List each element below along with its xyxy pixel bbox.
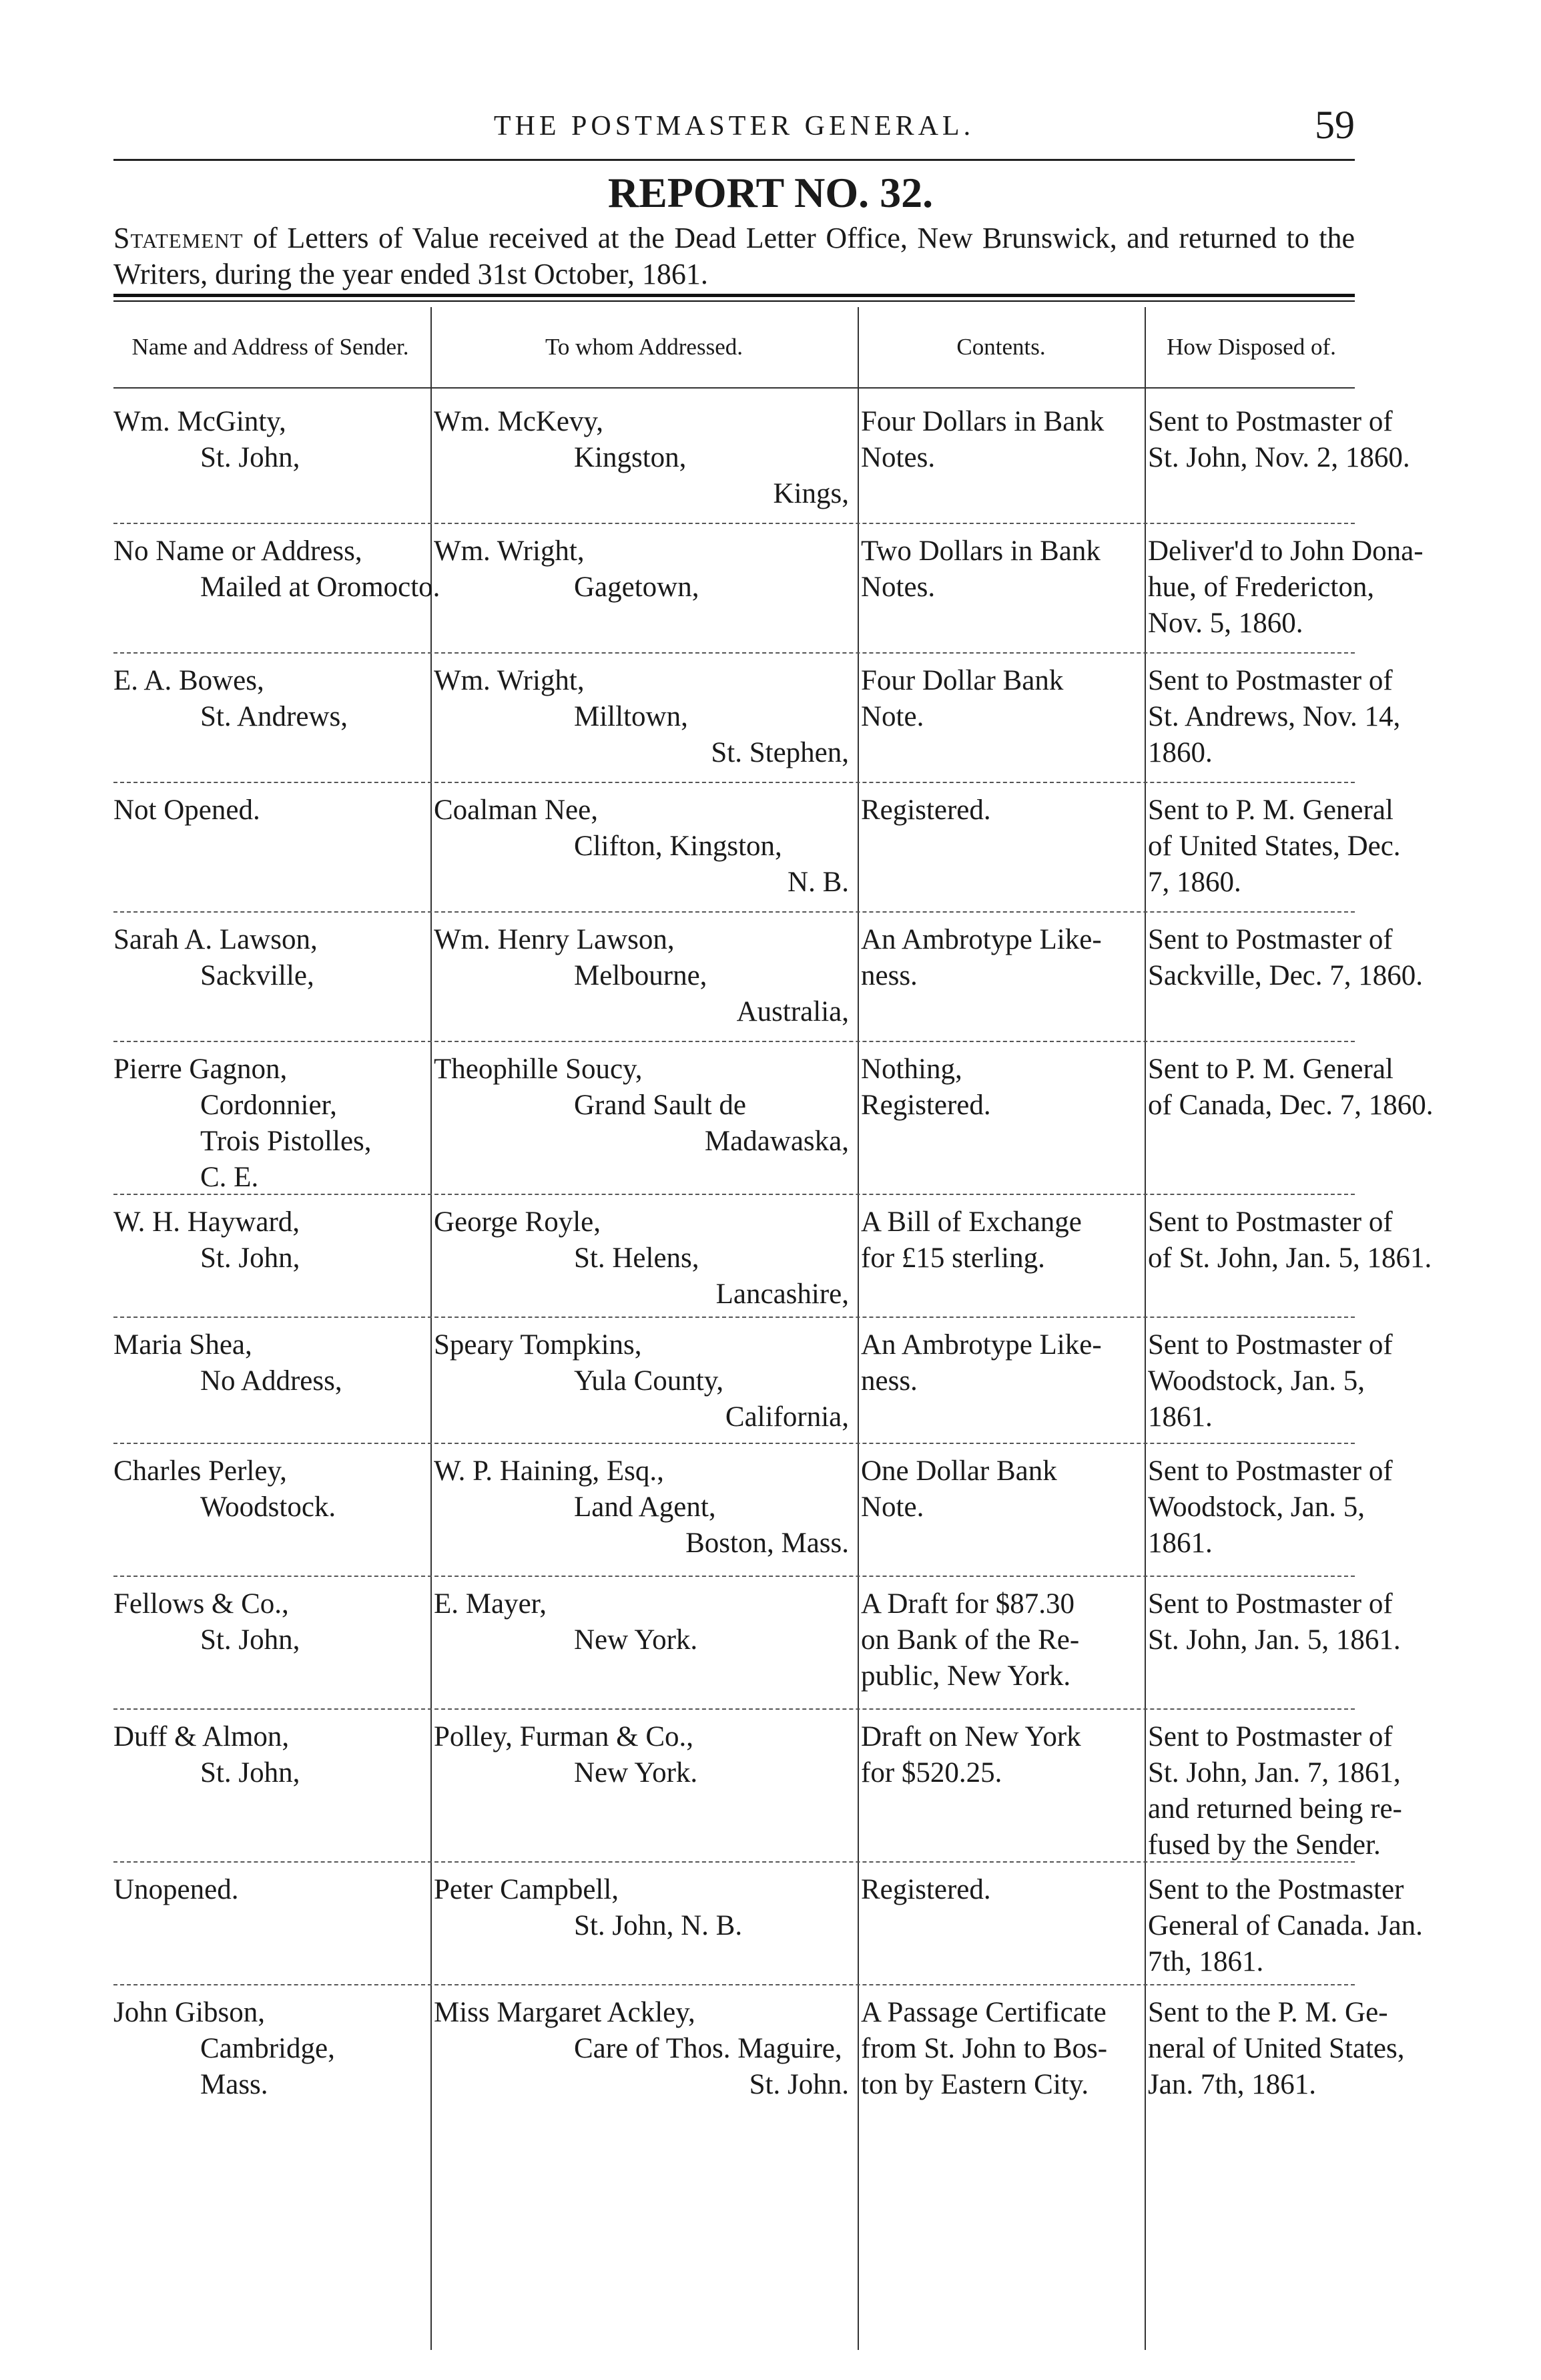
table-row: [113, 922, 1423, 1042]
header-contents: Contents.: [956, 334, 1046, 360]
table-row: [113, 1872, 1423, 1985]
cell-line: Nov. 5, 1860.: [1148, 608, 1303, 639]
contents-cell: [861, 1051, 1141, 1124]
cell-line: Peter Campbell,: [434, 1874, 619, 1905]
cell-line: Sent to Postmaster of: [1148, 1206, 1393, 1238]
cell-line: Fellows & Co.,: [113, 1588, 289, 1620]
cell-line: for $520.25.: [861, 1757, 1002, 1789]
cell-line: Trois Pistolles,: [200, 1126, 372, 1157]
cell-line: Four Dollars in Bank: [861, 406, 1105, 437]
cell-line: E. A. Bowes,: [113, 665, 264, 696]
cell-line: Sent to P. M. General: [1148, 1053, 1394, 1085]
cell-line: One Dollar Bank: [861, 1455, 1057, 1487]
cell-line: Grand Sault de: [574, 1090, 746, 1121]
sender-cell: [113, 1995, 427, 2103]
cell-line: Sackville,: [200, 960, 314, 991]
page-number: 59: [1315, 103, 1355, 147]
addressee-cell: [434, 1872, 854, 1944]
disposal-cell: [1148, 922, 1423, 994]
header-sender: Name and Address of Sender.: [131, 334, 409, 360]
addressee-cell: [434, 922, 854, 1030]
disposal-cell: [1148, 1872, 1423, 1980]
cell-line: Notes.: [861, 442, 936, 473]
cell-line: Sent to Postmaster of: [1148, 1329, 1393, 1361]
table-row: [113, 663, 1401, 783]
row-divider: [113, 652, 1355, 654]
cell-line: Notes.: [861, 571, 936, 603]
cell-line: Charles Perley,: [113, 1455, 287, 1487]
cell-line: Melbourne,: [574, 960, 707, 991]
table-row: [113, 533, 1424, 654]
cell-line: Wm. Henry Lawson,: [434, 924, 675, 955]
cell-line: Nothing,: [861, 1053, 962, 1085]
disposal-cell: [1148, 663, 1401, 771]
disposal-cell: [1148, 533, 1424, 642]
contents-cell: [861, 1872, 1141, 1908]
double-rule-top: [113, 294, 1355, 297]
cell-line: Note.: [861, 701, 924, 732]
cell-line: St. John,: [200, 1242, 300, 1274]
cell-line: Sent to Postmaster of: [1148, 665, 1393, 696]
cell-line: N. B.: [788, 867, 849, 898]
table-row: [113, 1586, 1401, 1710]
contents-cell: [861, 1719, 1141, 1791]
cell-line: Four Dollar Bank: [861, 665, 1064, 696]
cell-line: Mailed at Oromocto.: [200, 571, 440, 603]
row-divider: [113, 911, 1355, 913]
cell-line: Land Agent,: [574, 1491, 716, 1523]
cell-line: Sent to Postmaster of: [1148, 406, 1393, 437]
cell-line: of United States, Dec.: [1148, 830, 1401, 862]
disposal-cell: [1148, 1586, 1401, 1658]
cell-line: St. John, Nov. 2, 1860.: [1148, 442, 1410, 473]
cell-line: St. Stephen,: [711, 737, 849, 768]
cell-line: Woodstock, Jan. 5,: [1148, 1365, 1365, 1397]
cell-line: An Ambrotype Like-: [861, 924, 1102, 955]
cell-line: Wm. Wright,: [434, 665, 585, 696]
cell-line: Yula County,: [574, 1365, 724, 1397]
cell-line: Care of Thos. Maguire,: [574, 2033, 842, 2064]
cell-line: Woodstock, Jan. 5,: [1148, 1491, 1365, 1523]
report-title: REPORT NO. 32.: [607, 169, 934, 216]
row-divider: [113, 1443, 1355, 1444]
cell-line: St. John, Jan. 5, 1861.: [1148, 1624, 1401, 1656]
cell-line: St. John, N. B.: [574, 1910, 743, 1941]
cell-line: W. H. Hayward,: [113, 1206, 300, 1238]
row-divider: [113, 523, 1355, 524]
cell-line: California,: [725, 1401, 849, 1433]
sender-cell: [113, 533, 440, 606]
cell-line: Unopened.: [113, 1874, 239, 1905]
cell-line: ton by Eastern City.: [861, 2069, 1089, 2100]
sender-cell: [113, 922, 427, 994]
cell-line: St. John,: [200, 1624, 300, 1656]
cell-line: Kingston,: [574, 442, 687, 473]
contents-cell: [861, 1995, 1141, 2103]
cell-line: Jan. 7th, 1861.: [1148, 2069, 1317, 2100]
disposal-cell: [1148, 404, 1410, 476]
cell-line: Wm. McGinty,: [113, 406, 286, 437]
header-disposal: How Disposed of.: [1167, 334, 1336, 360]
cell-line: Speary Tompkins,: [434, 1329, 642, 1361]
cell-line: Mass.: [200, 2069, 268, 2100]
row-divider: [113, 1194, 1355, 1195]
cell-line: 7, 1860.: [1148, 867, 1241, 898]
cell-line: General of Canada. Jan.: [1148, 1910, 1423, 1941]
cell-line: Duff & Almon,: [113, 1721, 290, 1752]
contents-cell: [861, 1204, 1141, 1276]
contents-cell: [861, 1327, 1141, 1399]
cell-line: Wm. Wright,: [434, 535, 585, 567]
cell-line: Gagetown,: [574, 571, 699, 603]
running-title: THE POSTMASTER GENERAL.: [493, 111, 975, 142]
cell-line: ness.: [861, 1365, 918, 1397]
addressee-cell: [434, 533, 854, 606]
cell-line: A Passage Certificate: [861, 1997, 1107, 2028]
cell-line: Coalman Nee,: [434, 794, 598, 826]
sender-cell: [113, 1051, 427, 1196]
row-divider: [113, 1861, 1355, 1863]
cell-line: Woodstock.: [200, 1491, 336, 1523]
cell-line: St. John.: [749, 2069, 849, 2100]
cell-line: Maria Shea,: [113, 1329, 252, 1361]
cell-line: Miss Margaret Ackley,: [434, 1997, 695, 2028]
sender-cell: [113, 1872, 427, 1908]
table-row: [113, 1327, 1393, 1444]
table-row: [113, 1995, 1405, 2100]
cell-line: George Royle,: [434, 1206, 601, 1238]
contents-cell: [861, 533, 1141, 606]
table-header: [113, 314, 1355, 381]
cell-line: W. P. Haining, Esq.,: [434, 1455, 664, 1487]
cell-line: Not Opened.: [113, 794, 260, 826]
cell-line: St. John, Jan. 7, 1861,: [1148, 1757, 1401, 1789]
cell-line: Sent to Postmaster of: [1148, 1455, 1393, 1487]
addressee-cell: [434, 1327, 854, 1435]
disposal-cell: [1148, 1995, 1405, 2103]
cell-line: An Ambrotype Like-: [861, 1329, 1102, 1361]
cell-line: St. John,: [200, 1757, 300, 1789]
addressee-cell: [434, 1995, 854, 2103]
cell-line: Registered.: [861, 1090, 991, 1121]
cell-line: Pierre Gagnon,: [113, 1053, 288, 1085]
statement-paragraph: [113, 220, 1355, 292]
sender-cell: [113, 1586, 427, 1658]
sender-cell: [113, 1204, 427, 1276]
sender-cell: [113, 663, 427, 735]
addressee-cell: [434, 792, 854, 901]
cell-line: St. John,: [200, 442, 300, 473]
cell-line: Deliver'd to John Dona-: [1148, 535, 1424, 567]
cell-line: Australia,: [736, 996, 849, 1027]
cell-line: Sent to the P. M. Ge-: [1148, 1997, 1388, 2028]
cell-line: Two Dollars in Bank: [861, 535, 1101, 567]
cell-line: Sarah A. Lawson,: [113, 924, 318, 955]
statement-lead: Statement: [113, 222, 244, 254]
table-row: [113, 404, 1410, 524]
table-row: [113, 1051, 1434, 1195]
cell-line: on Bank of the Re-: [861, 1624, 1080, 1656]
cell-line: Kings,: [773, 478, 849, 509]
cell-line: Theophille Soucy,: [434, 1053, 643, 1085]
cell-line: 1861.: [1148, 1527, 1213, 1559]
row-divider: [113, 782, 1355, 783]
cell-line: Registered.: [861, 794, 991, 826]
cell-line: from St. John to Bos-: [861, 2033, 1108, 2064]
cell-line: Sent to Postmaster of: [1148, 1721, 1393, 1752]
cell-line: fused by the Sender.: [1148, 1829, 1381, 1861]
cell-line: and returned being re-: [1148, 1793, 1402, 1825]
table-row: [113, 1719, 1402, 1863]
row-divider: [113, 1317, 1355, 1318]
disposal-cell: [1148, 1453, 1393, 1562]
cell-line: A Bill of Exchange: [861, 1206, 1082, 1238]
table-body: [113, 404, 1434, 2100]
cell-line: Sackville, Dec. 7, 1860.: [1148, 960, 1423, 991]
cell-line: Sent to the Postmaster: [1148, 1874, 1404, 1905]
cell-line: St. Helens,: [574, 1242, 699, 1274]
header-rule-line: [113, 387, 1355, 389]
cell-line: 7th, 1861.: [1148, 1946, 1264, 1977]
table-row: [113, 1453, 1393, 1577]
cell-line: New York.: [574, 1757, 698, 1789]
contents-cell: [861, 792, 1141, 828]
cell-line: Milltown,: [574, 701, 688, 732]
row-divider: [113, 1708, 1355, 1710]
disposal-cell: [1148, 1204, 1432, 1276]
disposal-cell: [1148, 1327, 1393, 1435]
disposal-cell: [1148, 1719, 1402, 1863]
sender-cell: [113, 792, 427, 828]
statement-text: of Letters of Value received at the Dead Letter Office, New Brunswick, and returned to the Writers, during the year ended 31st October, 1861.: [113, 222, 1355, 290]
cell-line: Wm. McKevy,: [434, 406, 603, 437]
double-rule-bottom: [113, 300, 1355, 302]
contents-cell: [861, 404, 1141, 476]
row-divider: [113, 1984, 1355, 1985]
cell-line: Boston, Mass.: [685, 1527, 849, 1559]
cell-line: ness.: [861, 960, 918, 991]
addressee-cell: [434, 404, 854, 512]
table-row: [113, 792, 1401, 913]
cell-line: No Address,: [200, 1365, 342, 1397]
cell-line: hue, of Fredericton,: [1148, 571, 1375, 603]
cell-line: Sent to Postmaster of: [1148, 1588, 1393, 1620]
cell-line: 1860.: [1148, 737, 1213, 768]
cell-line: No Name or Address,: [113, 535, 362, 567]
disposal-cell: [1148, 1051, 1434, 1124]
row-divider: [113, 1576, 1355, 1577]
contents-cell: [861, 922, 1141, 994]
contents-cell: [861, 1453, 1141, 1525]
cell-line: Sent to Postmaster of: [1148, 924, 1393, 955]
cell-line: Cambridge,: [200, 2033, 335, 2064]
addressee-cell: [434, 1719, 854, 1791]
addressee-cell: [434, 663, 854, 771]
cell-line: Polley, Furman & Co.,: [434, 1721, 693, 1752]
header-addressee: To whom Addressed.: [545, 334, 743, 360]
cell-line: Clifton, Kingston,: [574, 830, 782, 862]
contents-cell: [861, 663, 1141, 735]
contents-cell: [861, 1586, 1141, 1694]
addressee-cell: [434, 1051, 854, 1160]
sender-cell: [113, 1453, 427, 1525]
cell-line: Lancashire,: [715, 1278, 849, 1310]
cell-line: Draft on New York: [861, 1721, 1081, 1752]
cell-line: C. E.: [200, 1162, 259, 1193]
sender-cell: [113, 1327, 427, 1399]
cell-line: for £15 sterling.: [861, 1242, 1045, 1274]
cell-line: of Canada, Dec. 7, 1860.: [1148, 1090, 1434, 1121]
cell-line: A Draft for $87.30: [861, 1588, 1075, 1620]
running-head: [113, 103, 1355, 157]
header-rule: [113, 159, 1355, 161]
cell-line: Madawaska,: [704, 1126, 849, 1157]
cell-line: Cordonnier,: [200, 1090, 337, 1121]
addressee-cell: [434, 1204, 854, 1313]
addressee-cell: [434, 1453, 854, 1562]
sender-cell: [113, 404, 427, 476]
cell-line: E. Mayer,: [434, 1588, 547, 1620]
cell-line: St. Andrews, Nov. 14,: [1148, 701, 1401, 732]
disposal-cell: [1148, 792, 1401, 901]
cell-line: Registered.: [861, 1874, 991, 1905]
cell-line: John Gibson,: [113, 1997, 265, 2028]
table-row: [113, 1204, 1432, 1318]
cell-line: neral of United States,: [1148, 2033, 1405, 2064]
cell-line: St. Andrews,: [200, 701, 348, 732]
cell-line: public, New York.: [861, 1660, 1071, 1692]
cell-line: of St. John, Jan. 5, 1861.: [1148, 1242, 1432, 1274]
cell-line: New York.: [574, 1624, 698, 1656]
cell-line: 1861.: [1148, 1401, 1213, 1433]
sender-cell: [113, 1719, 427, 1791]
cell-line: Sent to P. M. General: [1148, 794, 1394, 826]
addressee-cell: [434, 1586, 854, 1658]
cell-line: Note.: [861, 1491, 924, 1523]
row-divider: [113, 1041, 1355, 1042]
